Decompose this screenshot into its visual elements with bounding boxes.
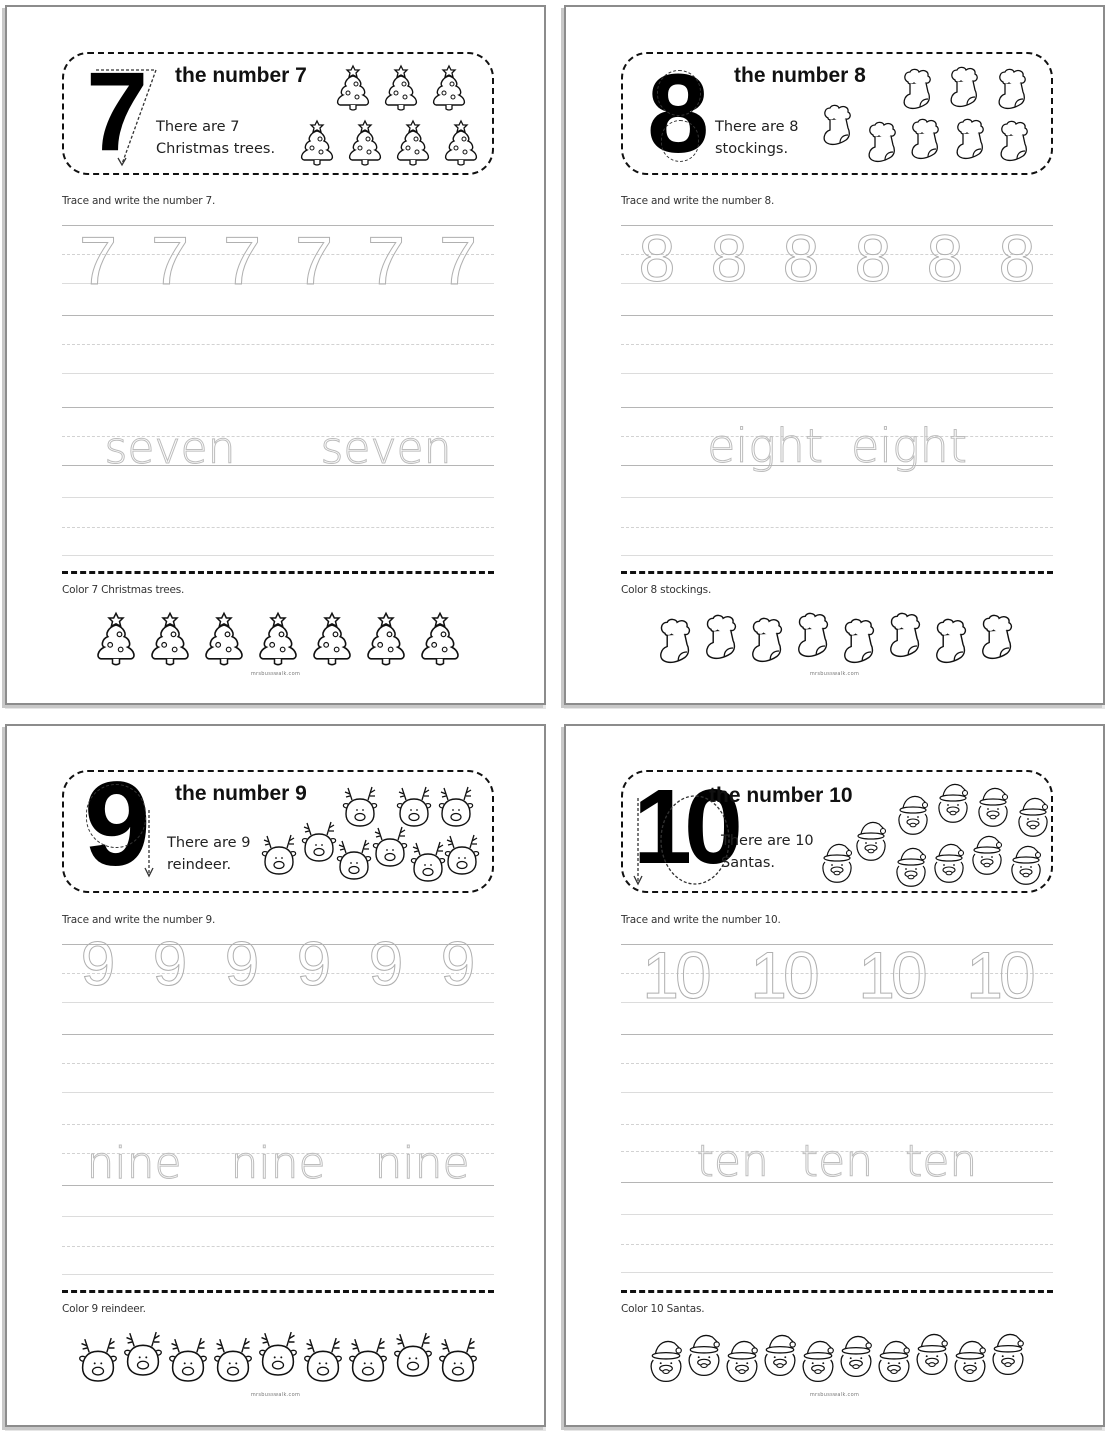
big-number: 9: [84, 757, 147, 891]
worksheet-page-9: [5, 724, 546, 1427]
santa-icon[interactable]: [913, 1329, 951, 1377]
big-number: 7: [86, 49, 145, 174]
santa-icon: [969, 832, 1005, 876]
header-pictures: [623, 768, 1051, 891]
santa-icon[interactable]: [875, 1336, 913, 1384]
reindeer-icon: [442, 832, 482, 876]
header-description: There are 8 stockings.: [715, 119, 799, 157]
color-instruction: Color 7 Christmas trees.: [62, 584, 185, 596]
footer-credit: mrsbusswalk.com: [809, 671, 860, 677]
reindeer-icon[interactable]: [346, 1334, 390, 1384]
big-number: 10: [633, 768, 735, 886]
santa-icon[interactable]: [761, 1330, 799, 1378]
word-trace-row: seven seven: [104, 423, 452, 474]
santa-icon: [1015, 794, 1051, 838]
handwriting-area[interactable]: [62, 225, 494, 570]
section-divider: [62, 571, 494, 574]
christmas-tree-icon[interactable]: [307, 611, 357, 667]
christmas-tree-icon[interactable]: [91, 611, 141, 667]
reindeer-icon: [370, 824, 410, 868]
stocking-icon[interactable]: [746, 614, 790, 666]
stocking-icon: [945, 64, 985, 110]
digit-trace-row: 9 9 9 9 9 9: [80, 930, 476, 999]
word-trace-row: nine nine nine: [86, 1138, 470, 1189]
santa-icon: [975, 784, 1011, 828]
footer-credit: mrsbusswalk.com: [809, 1392, 860, 1398]
stocking-icon[interactable]: [838, 615, 882, 667]
color-instruction: Color 9 reindeer.: [62, 1303, 146, 1315]
word-trace-row: ten ten ten: [696, 1136, 978, 1187]
number-header-box: [621, 770, 1053, 893]
christmas-tree-icon[interactable]: [361, 611, 411, 667]
section-divider: [62, 1290, 494, 1293]
christmas-tree-icon: [332, 64, 374, 112]
section-divider: [621, 1290, 1053, 1293]
footer-credit: mrsbusswalk.com: [250, 671, 301, 677]
number-header-box: [621, 52, 1053, 175]
header-description: There are 9 reindeer.: [167, 835, 251, 873]
handwriting-area[interactable]: [621, 221, 1053, 570]
digit-trace-row: 7 7 7 7 7 7: [79, 223, 477, 299]
header-title: the number 10: [709, 784, 853, 807]
santa-icon: [893, 844, 929, 888]
christmas-tree-icon: [296, 119, 338, 167]
christmas-tree-icon[interactable]: [253, 611, 303, 667]
header-description: There are 10 Santas.: [721, 833, 814, 871]
santa-icon: [819, 840, 855, 884]
digit-trace-row: 10 10 10 10: [642, 938, 1032, 1012]
worksheet-page-7: [5, 5, 546, 705]
trace-instruction: Trace and write the number 8.: [621, 195, 775, 207]
stocking-icon: [906, 116, 946, 162]
stocking-icon: [863, 119, 903, 165]
reindeer-icon: [394, 784, 434, 828]
reindeer-icon[interactable]: [76, 1334, 120, 1384]
stocking-icon[interactable]: [930, 615, 974, 667]
christmas-tree-icon: [380, 64, 422, 112]
christmas-tree-icon: [440, 119, 482, 167]
coloring-pictures-row[interactable]: [621, 603, 1053, 667]
reindeer-icon[interactable]: [166, 1334, 210, 1384]
reindeer-icon[interactable]: [211, 1334, 255, 1384]
color-instruction: Color 8 stockings.: [621, 584, 712, 596]
christmas-tree-icon: [344, 119, 386, 167]
santa-icon: [895, 792, 931, 836]
santa-icon: [931, 840, 967, 884]
header-title: the number 9: [175, 782, 307, 805]
number-header-box: [62, 757, 494, 893]
header-description: There are 7 Christmas trees.: [156, 119, 276, 157]
word-trace-row: eight eight: [707, 419, 967, 473]
stocking-icon[interactable]: [884, 609, 928, 661]
stocking-icon: [818, 102, 858, 148]
stocking-icon: [898, 66, 938, 112]
stocking-icon[interactable]: [792, 609, 836, 661]
christmas-tree-icon: [392, 119, 434, 167]
christmas-tree-icon[interactable]: [415, 611, 465, 667]
reindeer-icon: [299, 819, 339, 863]
christmas-tree-icon: [428, 64, 470, 112]
digit-trace-row: 8 8 8 8 8 8: [638, 221, 1036, 295]
handwriting-area[interactable]: [62, 930, 494, 1289]
header-title: the number 8: [734, 64, 866, 87]
reindeer-icon[interactable]: [256, 1328, 300, 1378]
trace-instruction: Trace and write the number 9.: [62, 914, 216, 926]
santa-icon[interactable]: [989, 1329, 1027, 1377]
reindeer-icon[interactable]: [121, 1328, 165, 1378]
reindeer-icon[interactable]: [436, 1334, 480, 1384]
header-title: the number 7: [175, 64, 307, 87]
worksheet-page-10: [564, 724, 1105, 1427]
santa-icon[interactable]: [647, 1336, 685, 1384]
trace-instruction: Trace and write the number 7.: [62, 195, 216, 207]
reindeer-icon: [259, 832, 299, 876]
stocking-icon: [951, 116, 991, 162]
santa-icon[interactable]: [685, 1330, 723, 1378]
reindeer-icon[interactable]: [391, 1329, 435, 1379]
coloring-pictures-row[interactable]: [62, 611, 494, 667]
reindeer-icon[interactable]: [301, 1334, 345, 1384]
santa-icon: [1008, 842, 1044, 886]
santa-icon[interactable]: [951, 1336, 989, 1384]
trace-instruction: Trace and write the number 10.: [621, 914, 781, 926]
stocking-icon[interactable]: [654, 615, 698, 667]
stocking-icon: [993, 66, 1033, 112]
santa-icon[interactable]: [799, 1336, 837, 1384]
christmas-tree-icon[interactable]: [199, 611, 249, 667]
coloring-pictures-row[interactable]: [62, 1322, 494, 1384]
reindeer-icon: [340, 784, 380, 828]
santa-icon[interactable]: [723, 1336, 761, 1384]
footer-credit: mrsbusswalk.com: [250, 1392, 301, 1398]
section-divider: [621, 571, 1053, 574]
stocking-icon: [995, 118, 1035, 164]
color-instruction: Color 10 Santas.: [621, 1303, 705, 1315]
coloring-pictures-row[interactable]: [621, 1322, 1053, 1384]
big-number: 8: [647, 51, 706, 176]
reindeer-icon: [436, 784, 476, 828]
santa-icon[interactable]: [837, 1331, 875, 1379]
handwriting-area[interactable]: [621, 938, 1053, 1289]
header-pictures: [64, 49, 492, 174]
header-pictures: [64, 772, 492, 891]
number-header-box: [62, 49, 494, 175]
stocking-icon[interactable]: [976, 611, 1020, 663]
stocking-icon[interactable]: [700, 611, 744, 663]
santa-icon: [853, 818, 889, 862]
christmas-tree-icon[interactable]: [145, 611, 195, 667]
reindeer-icon: [334, 837, 374, 881]
santa-icon: [935, 780, 971, 824]
worksheet-page-8: [564, 5, 1105, 705]
header-pictures: [623, 51, 1051, 176]
